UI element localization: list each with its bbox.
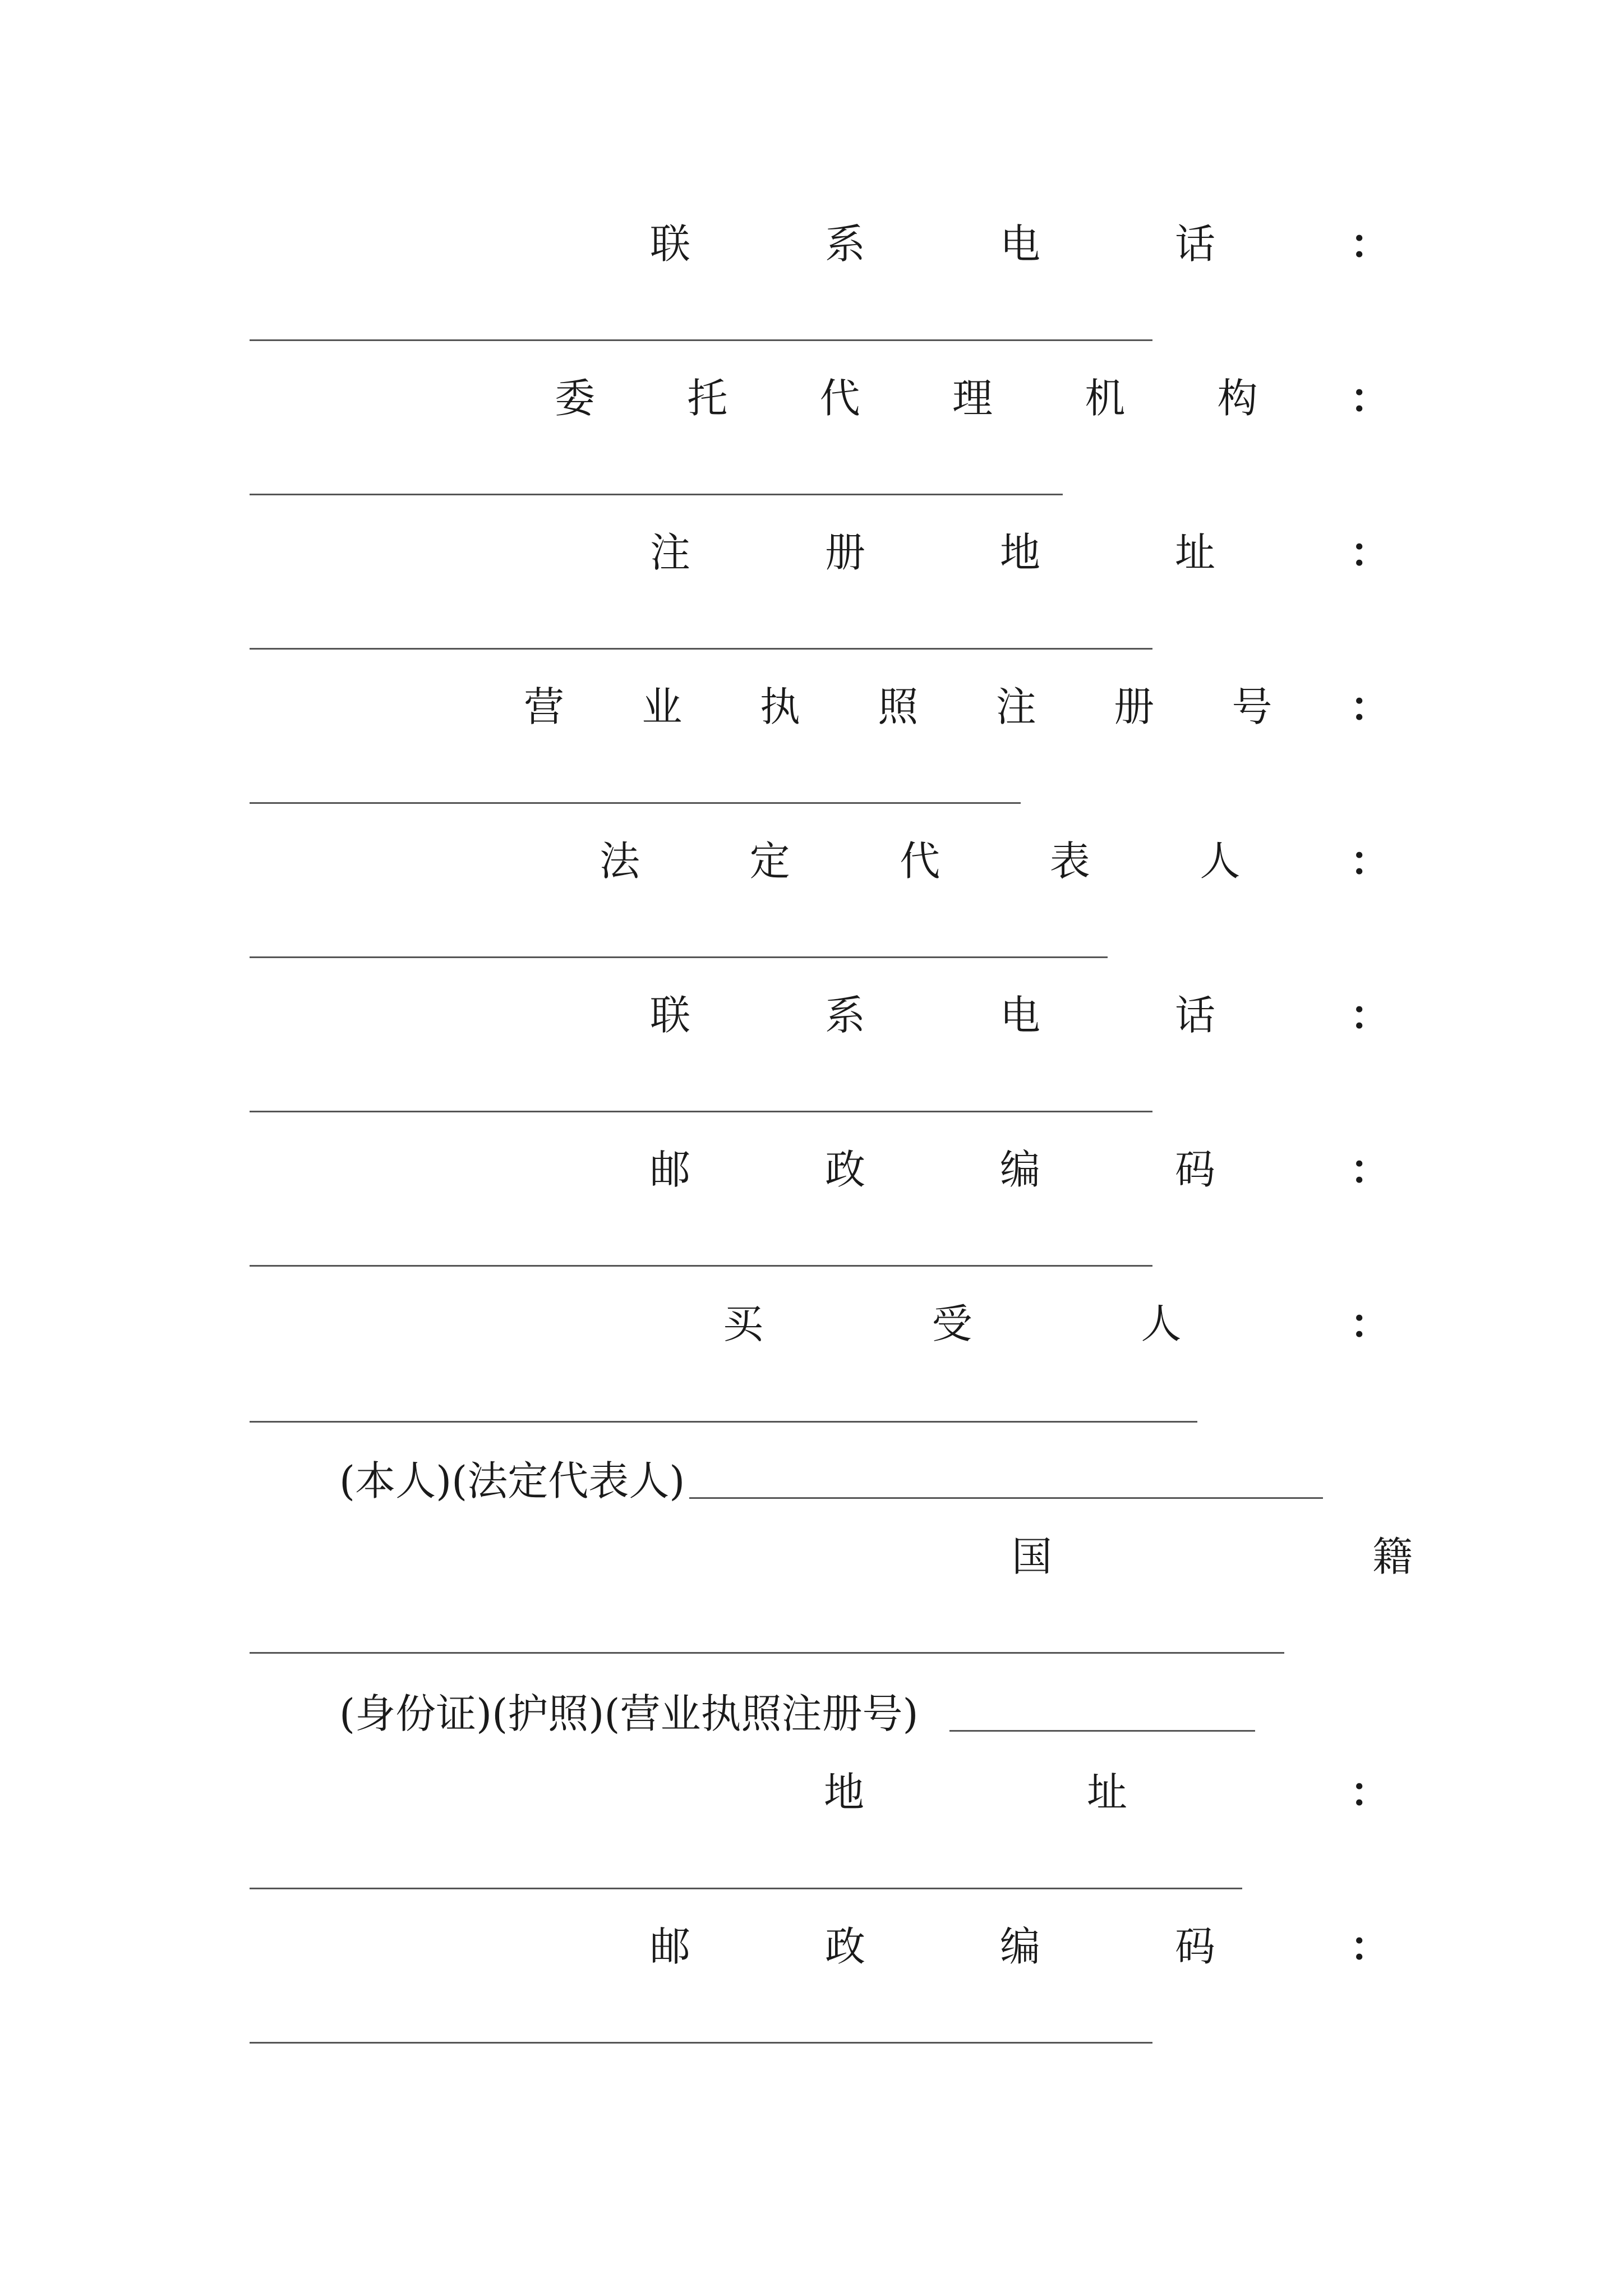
label-char: 代 [900,838,940,885]
nationality-blank[interactable] [250,1652,1284,1654]
label-char: 籍 [1372,1533,1413,1580]
buyer-blank[interactable] [250,1421,1197,1423]
label-colon: ： [1349,837,1390,885]
label-char: 表 [1049,838,1090,885]
postal-code-blank[interactable] [250,2042,1152,2044]
label-char: 系 [824,992,865,1039]
label-char: 码 [1174,1146,1215,1193]
agency-blank[interactable] [250,494,1063,495]
label-char: 系 [824,220,865,268]
business-license-blank[interactable] [250,802,1021,804]
label-colon: ： [1349,1300,1390,1347]
label-colon: ： [1349,220,1390,268]
label-colon: ： [1349,1922,1390,1970]
label-char: 地 [824,1769,865,1816]
label-char: 照 [878,683,919,730]
label-char: 编 [999,1146,1040,1193]
label-char: 受 [932,1300,972,1347]
label-char: 托 [687,375,728,422]
label-char: 号 [1232,683,1272,730]
label-colon: ： [1349,683,1390,730]
label-char: 邮 [650,1923,691,1970]
contact-phone-blank[interactable] [250,339,1152,341]
nationality-label [1012,1526,1413,1588]
label-char: 址 [1174,529,1215,576]
label-char: 注 [650,529,691,576]
label-char: 址 [1086,1769,1127,1816]
id-type-text: (身份证)(护照)(营业执照注册号) [339,1690,919,1737]
label-colon: ： [1349,1768,1390,1816]
label-char: 册 [1114,683,1155,730]
label-char: 政 [824,1146,865,1193]
label-char: 构 [1217,375,1258,422]
id-type-row [339,1683,1255,1745]
contact-phone-label [650,213,1390,275]
person-type-text: (本人)(法定代表人) [339,1457,685,1504]
contact-phone-blank[interactable] [250,1111,1152,1112]
label-char: 册 [824,529,865,576]
label-char: 法 [600,838,640,885]
label-char: 营 [524,683,565,730]
label-char: 联 [650,992,691,1039]
postal-code-blank[interactable] [250,1265,1152,1267]
label-char: 国 [1012,1533,1053,1580]
label-char: 业 [642,683,683,730]
buyer-label [723,1293,1390,1355]
label-char: 代 [819,375,860,422]
label-char: 理 [952,375,993,422]
postal-code-label [650,1139,1390,1200]
id-number-blank[interactable] [949,1696,1255,1732]
registered-address-blank[interactable] [250,648,1152,650]
label-char: 联 [650,220,691,268]
label-char: 政 [824,1923,865,1970]
label-char: 话 [1174,992,1215,1039]
address-blank[interactable] [250,1888,1242,1889]
label-char: 邮 [650,1146,691,1193]
label-char: 委 [555,375,596,422]
postal-code-label [650,1916,1390,1977]
label-char: 地 [999,529,1040,576]
label-colon: ： [1349,991,1390,1039]
person-type-row [339,1450,1323,1512]
agency-label [555,367,1390,429]
label-char: 人 [1141,1300,1182,1347]
label-char: 人 [1200,838,1241,885]
label-char: 注 [995,683,1036,730]
label-char: 买 [723,1300,764,1347]
contact-phone-label [650,984,1390,1046]
label-colon: ： [1349,374,1390,422]
label-char: 编 [999,1923,1040,1970]
legal-representative-label [600,830,1390,892]
label-colon: ： [1349,1145,1390,1193]
address-label [824,1761,1390,1823]
label-char: 定 [749,838,790,885]
label-char: 电 [999,992,1040,1039]
label-char: 执 [759,683,800,730]
registered-address-label [650,522,1390,583]
person-type-blank[interactable] [689,1464,1323,1499]
legal-representative-blank[interactable] [250,956,1108,958]
label-char: 话 [1174,220,1215,268]
label-char: 码 [1174,1923,1215,1970]
business-license-label [524,676,1390,738]
label-char: 电 [999,220,1040,268]
label-colon: ： [1349,528,1390,576]
label-char: 机 [1085,375,1126,422]
